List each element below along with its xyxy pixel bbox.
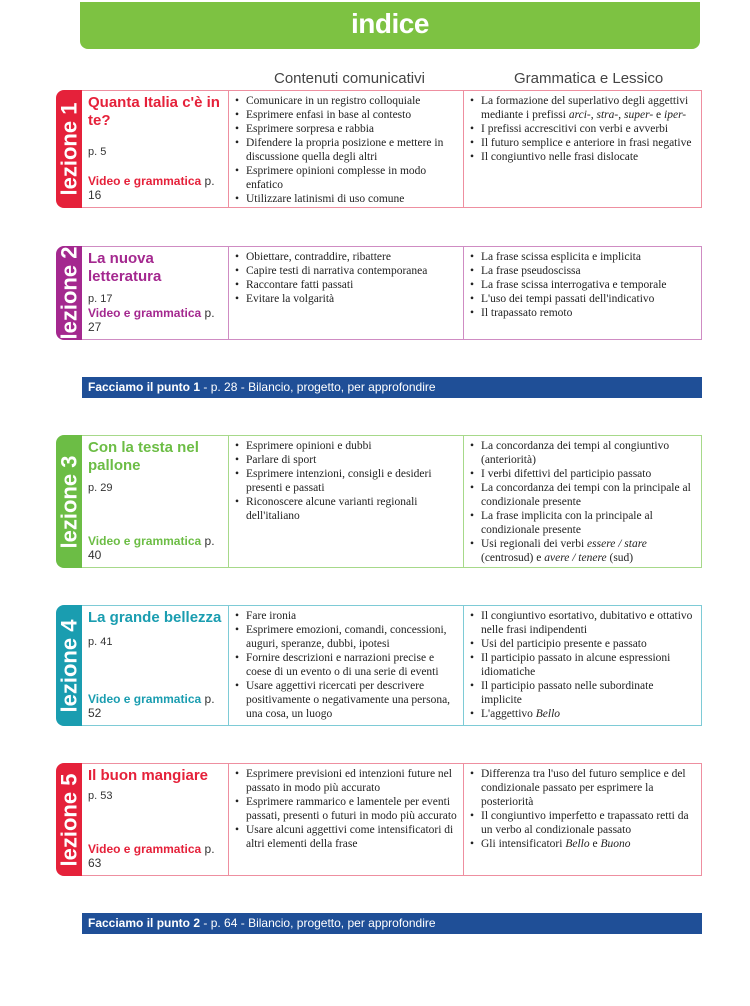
grammatica-item: • Il congiuntivo nelle frasi dislocate [470,150,695,164]
review-page: - p. 64 [203,916,238,930]
header-banner [80,2,700,49]
grammatica-item: • La concordanza dei tempi al congiuntivo (anteriorità) [470,439,695,467]
grammatica-item: • Il congiuntivo esortativo, dubitativo e ottativo nelle frasi indipendenti [470,609,695,637]
contenuti-item: • Esprimere emozioni, comandi, concessioni, auguri, speranze, dubbi, ipotesi [235,623,457,651]
grammatica-item: • I verbi difettivi del participio passato [470,467,695,481]
video-label: Video e grammatica [88,534,202,548]
grammatica-item: • Il participio passato in alcune espressioni idiomatiche [470,651,695,679]
grammatica-item: • Il futuro semplice e anteriore in frasi negative [470,136,695,150]
contenuti-item: • Esprimere opinioni complesse in modo enfatico [235,164,457,192]
lesson-page: p. 41 [88,636,113,648]
lesson-2[interactable] [56,246,702,340]
lesson-title[interactable]: La nuova letteratura [88,250,162,285]
lesson-info [82,605,228,726]
lesson-tab-label: lezione 5 [56,773,82,866]
video-grammatica-link[interactable] [88,534,228,562]
review-text: - Bilancio, progetto, per approfondire [240,380,436,394]
lesson-tab-label: lezione 1 [56,102,82,196]
lesson-3[interactable] [56,435,702,568]
grammatica-item: • L'uso dei tempi passati dell'indicativo [470,292,695,306]
page-title: indice [351,8,429,39]
contenuti-item: • Esprimere opinioni e dubbi [235,439,457,453]
grammatica-item: • La frase implicita con la principale al condizionale presente [470,509,695,537]
column-header-grammatica: Grammatica e Lessico [514,70,664,87]
lesson-tab-label: lezione 2 [56,246,82,340]
grammatica-item: • La concordanza dei tempi con la principale al condizionale presente [470,481,695,509]
lesson-page: p. 53 [88,790,113,802]
contenuti-cell [228,763,464,876]
video-page: p. 63 [88,842,215,870]
lesson-tab [56,90,82,208]
grammatica-cell [464,246,702,340]
contenuti-item: • Esprimere previsioni ed intenzioni future nel passato in modo più accurato [235,767,457,795]
review-bar-2[interactable] [82,913,702,934]
grammatica-item: • Usi regionali dei verbi essere / stare (centrosud) e avere / tenere (sud) [470,537,695,565]
review-label: Facciamo il punto 2 [88,916,201,930]
video-grammatica-link[interactable] [88,174,228,202]
contenuti-cell [228,435,464,568]
lesson-info [82,246,228,340]
contenuti-item: • Esprimere rammarico e lamentele per eventi passati, presenti o futuri in modo più accurato [235,795,457,823]
lesson-tab [56,246,82,340]
video-grammatica-link[interactable] [88,692,228,720]
lesson-page: p. 5 [88,146,107,158]
review-label: Facciamo il punto 1 [88,380,201,394]
grammatica-cell [464,605,702,726]
video-label: Video e grammatica [88,174,202,188]
video-page: p. 52 [88,692,215,720]
lesson-info [82,435,228,568]
lesson-title[interactable]: Quanta Italia c'è in te? [88,94,220,129]
grammatica-item: • La formazione del superlativo degli aggettivi mediante i prefissi arci-, stra-, super- e iper- [470,94,695,122]
grammatica-item: • I prefissi accrescitivi con verbi e avverbi [470,122,695,136]
grammatica-item: • Il trapassato remoto [470,306,695,320]
grammatica-item: • Usi del participio presente e passato [470,637,695,651]
review-page: - p. 28 [203,380,238,394]
contenuti-item: • Utilizzare latinismi di uso comune [235,192,457,206]
contenuti-item: • Obiettare, contraddire, ribattere [235,250,457,264]
grammatica-cell [464,763,702,876]
contenuti-item: • Fare ironia [235,609,457,623]
contenuti-cell [228,246,464,340]
grammatica-item: • Differenza tra l'uso del futuro semplice e del condizionale passato per esprimere la posteriorità [470,767,695,809]
contenuti-item: • Usare aggettivi ricercati per descrivere positivamente o negativamente una persona, una cosa, un luogo [235,679,457,721]
column-header-contenuti: Contenuti comunicativi [274,70,425,87]
video-label: Video e grammatica [88,306,202,320]
contenuti-item: • Fornire descrizioni e narrazioni precise e coese di un evento o di una serie di eventi [235,651,457,679]
contenuti-item: • Esprimere intenzioni, consigli e desideri presenti e passati [235,467,457,495]
lesson-title[interactable]: Con la testa nel pallone [88,439,199,474]
lesson-5[interactable] [56,763,702,876]
grammatica-item: • L'aggettivo Bello [470,707,695,721]
lesson-tab [56,763,82,876]
contenuti-item: • Difendere la propria posizione e mettere in discussione quella degli altri [235,136,457,164]
contenuti-item: • Comunicare in un registro colloquiale [235,94,457,108]
lesson-page: p. 29 [88,482,113,494]
video-page: p. 27 [88,306,215,334]
contenuti-item: • Usare alcuni aggettivi come intensificatori di altri elementi della frase [235,823,457,851]
contenuti-cell [228,90,464,208]
video-label: Video e grammatica [88,842,202,856]
grammatica-item: • La frase scissa interrogativa e temporale [470,278,695,292]
lesson-tab-label: lezione 3 [56,455,82,548]
grammatica-item: • Gli intensificatori Bello e Buono [470,837,695,851]
video-label: Video e grammatica [88,692,202,706]
lesson-info [82,90,228,208]
lesson-page: p. 17 [88,293,113,305]
contenuti-item: • Esprimere sorpresa e rabbia [235,122,457,136]
contenuti-item: • Raccontare fatti passati [235,278,457,292]
review-text: - Bilancio, progetto, per approfondire [240,916,436,930]
video-page: p. 40 [88,534,215,562]
lesson-4[interactable] [56,605,702,726]
grammatica-item: • La frase pseudoscissa [470,264,695,278]
lesson-tab [56,605,82,726]
contenuti-item: • Capire testi di narrativa contemporanea [235,264,457,278]
grammatica-cell [464,435,702,568]
lesson-tab [56,435,82,568]
contenuti-item: • Evitare la volgarità [235,292,457,306]
video-grammatica-link[interactable] [88,306,228,334]
contenuti-item: • Esprimere enfasi in base al contesto [235,108,457,122]
contenuti-item: • Riconoscere alcune varianti regionali dell'italiano [235,495,457,523]
video-page: p. 16 [88,174,215,202]
lesson-title[interactable]: Il buon mangiare [88,767,209,784]
lesson-1[interactable] [56,90,702,208]
grammatica-item: • Il congiuntivo imperfetto e trapassato retti da un verbo al condizionale passato [470,809,695,837]
contenuti-cell [228,605,464,726]
lesson-title[interactable]: La grande bellezza [88,609,222,626]
contenuti-item: • Parlare di sport [235,453,457,467]
grammatica-cell [464,90,702,208]
video-grammatica-link[interactable] [88,842,228,870]
grammatica-item: • Il participio passato nelle subordinate implicite [470,679,695,707]
review-bar-1[interactable] [82,377,702,398]
lesson-tab-label: lezione 4 [56,619,82,712]
grammatica-item: • La frase scissa esplicita e implicita [470,250,695,264]
lesson-info [82,763,228,876]
